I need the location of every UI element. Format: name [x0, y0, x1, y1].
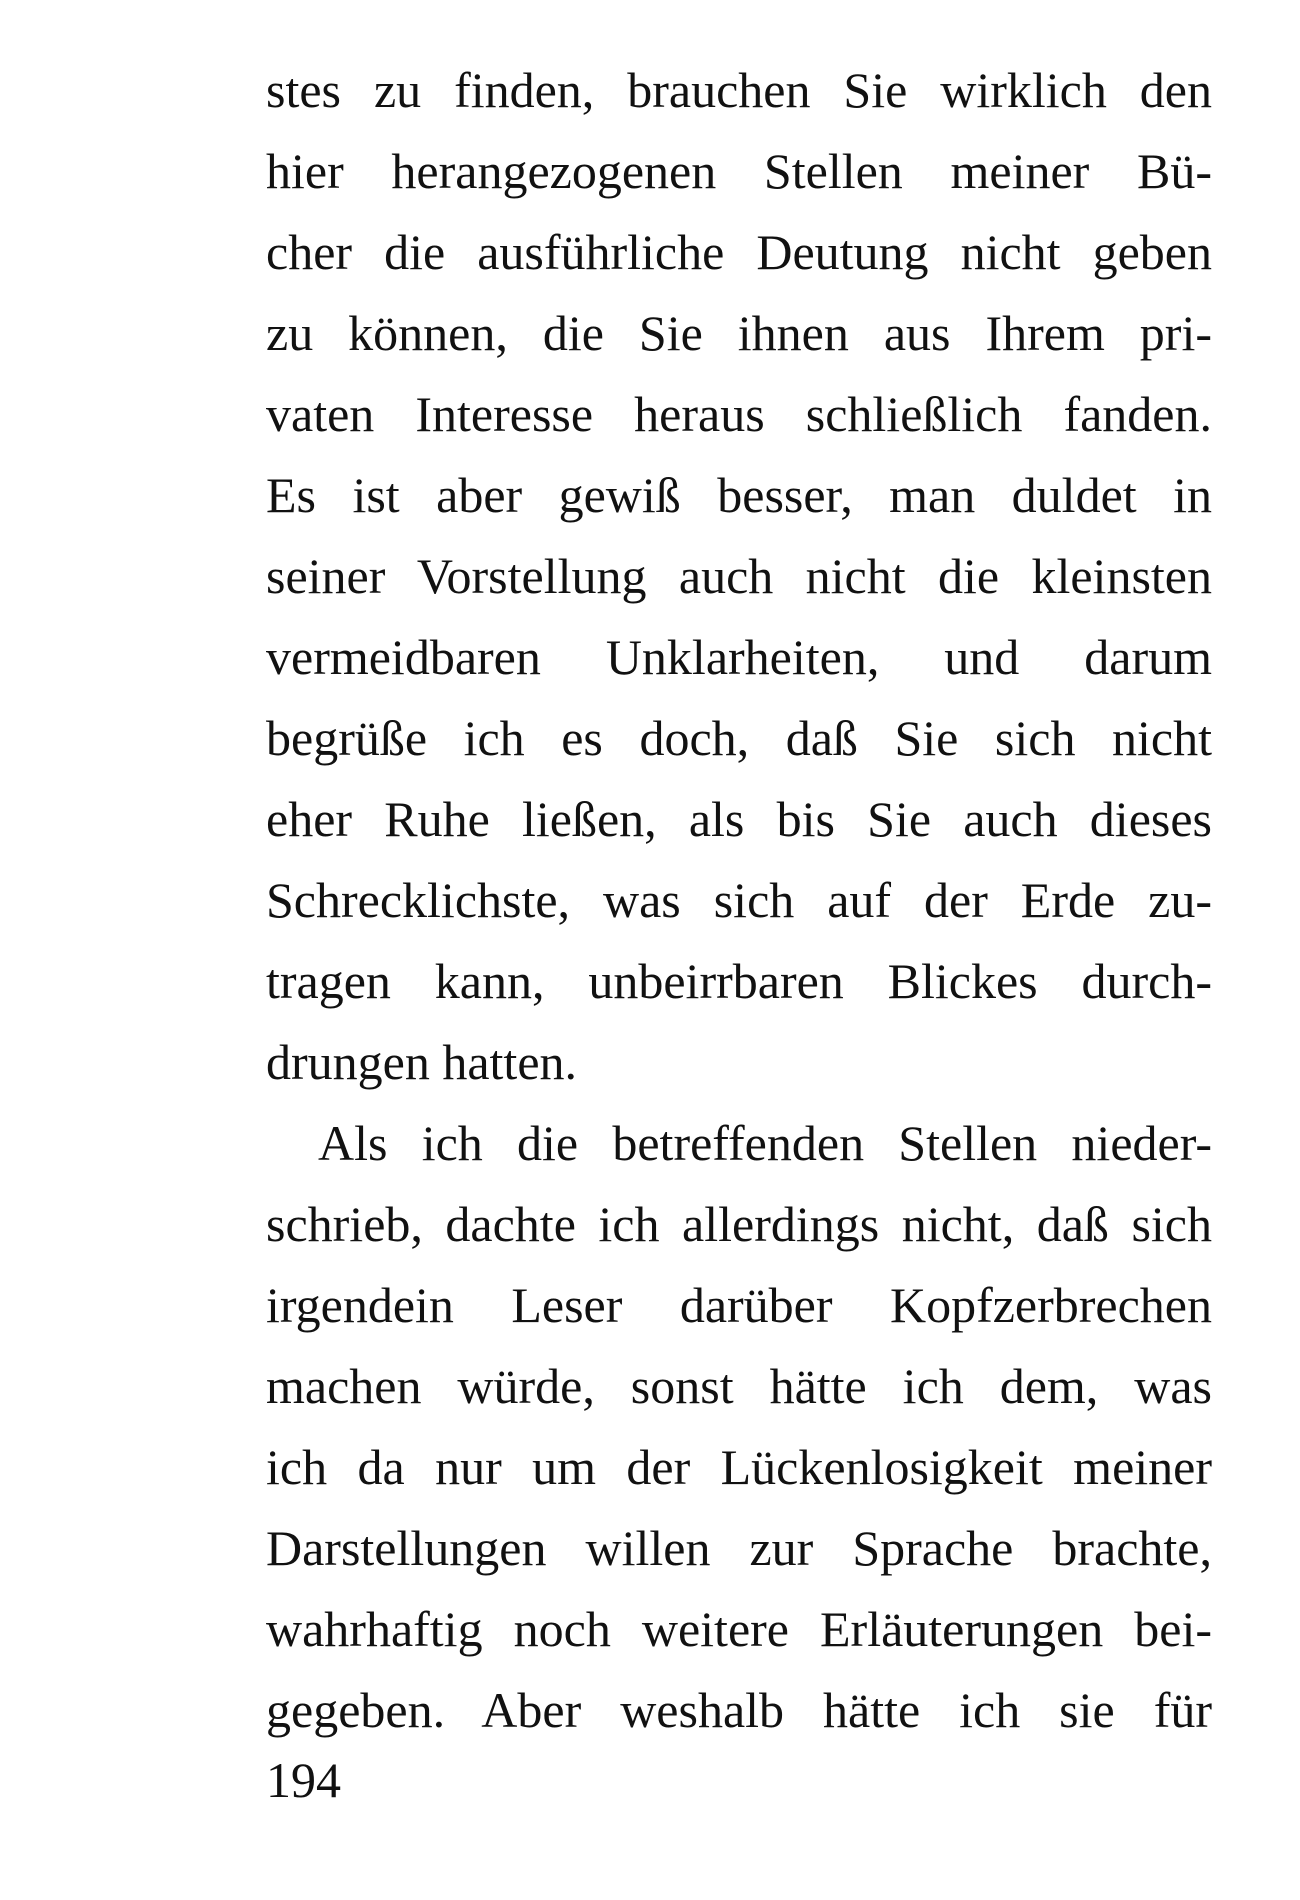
- text-line: drungen hatten.: [266, 1034, 578, 1090]
- text-line: vaten Interesse heraus schließlich fanden.: [266, 386, 1212, 442]
- text-line: zu können, die Sie ihnen aus Ihrem pri-: [266, 305, 1212, 361]
- text-line: vermeidbaren Unklarheiten, und darum: [266, 629, 1212, 685]
- text-line: tragen kann, unbeirrbaren Blickes durch-: [266, 953, 1212, 1009]
- text-line: Darstellungen willen zur Sprache brachte,: [266, 1520, 1212, 1576]
- text-line: Als ich die betreffenden Stellen nieder-: [318, 1115, 1212, 1171]
- text-line: seiner Vorstellung auch nicht die kleinsten: [266, 548, 1212, 604]
- text-line: stes zu finden, brauchen Sie wirklich den: [266, 62, 1212, 118]
- text-line: ich da nur um der Lückenlosigkeit meiner: [266, 1439, 1212, 1495]
- text-line: hier herangezogenen Stellen meiner Bü-: [266, 143, 1212, 199]
- paragraph-1: [266, 50, 1212, 1103]
- text-line: cher die ausführliche Deutung nicht geben: [266, 224, 1212, 280]
- text-line: schrieb, dachte ich allerdings nicht, daß sich: [266, 1196, 1212, 1252]
- text-line: wahrhaftig noch weitere Erläuterungen bei-: [266, 1601, 1212, 1657]
- paragraph-2: [266, 1103, 1212, 1751]
- text-line: eher Ruhe ließen, als bis Sie auch dieses: [266, 791, 1212, 847]
- text-line: machen würde, sonst hätte ich dem, was: [266, 1358, 1212, 1414]
- body-text: [266, 50, 1212, 1751]
- text-line: Schrecklichste, was sich auf der Erde zu-: [266, 872, 1212, 928]
- text-line: gegeben. Aber weshalb hätte ich sie für: [266, 1682, 1212, 1738]
- page-number: 194: [266, 1752, 341, 1808]
- text-line: begrüße ich es doch, daß Sie sich nicht: [266, 710, 1212, 766]
- text-line: Es ist aber gewiß besser, man duldet in: [266, 467, 1212, 523]
- text-line: irgendein Leser darüber Kopfzerbrechen: [266, 1277, 1212, 1333]
